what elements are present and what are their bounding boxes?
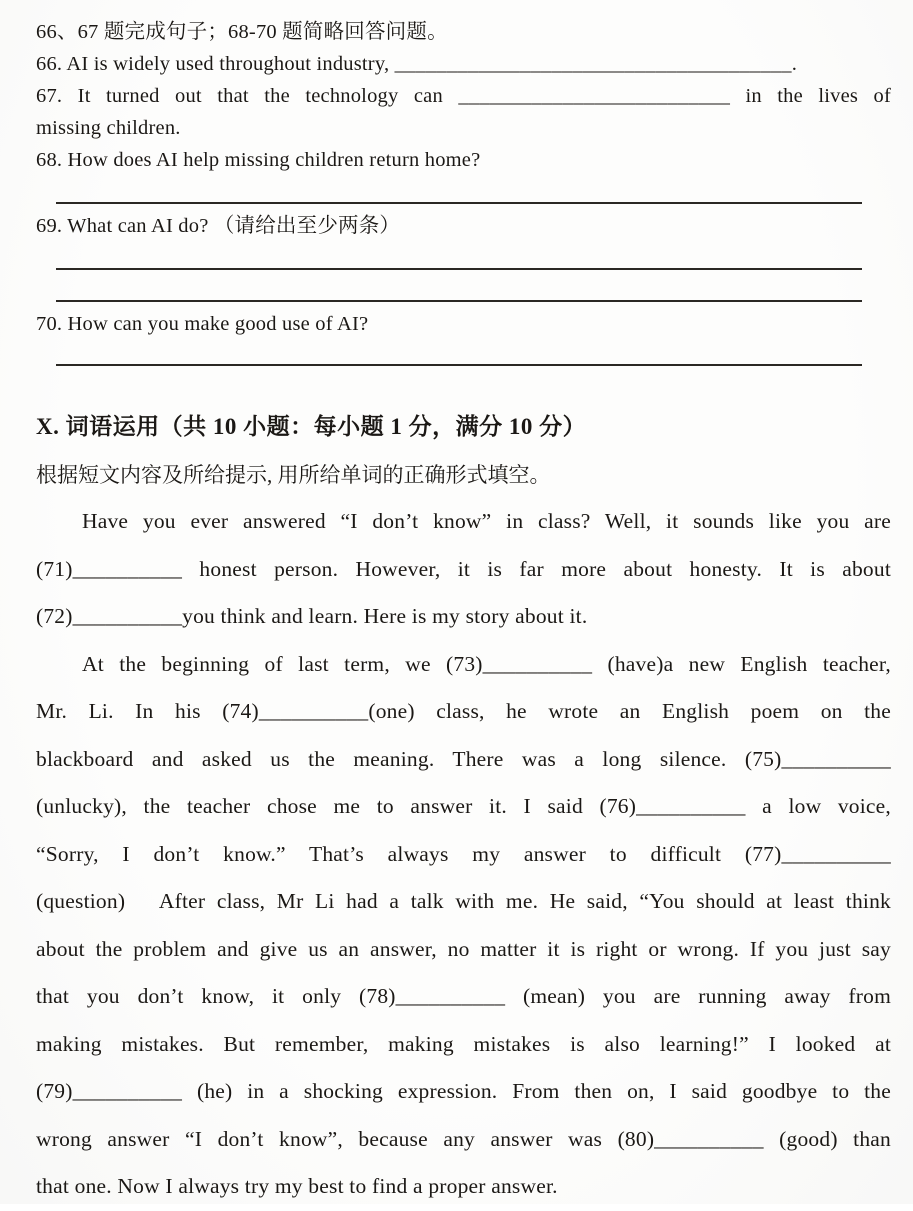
passage-line: that you don’t know, it only (78)__________ (mean) you are running away from [36,984,891,1008]
passage-paragraph-1 [36,498,891,641]
completion-and-qa-section [36,16,891,366]
section-intro-line: 66、67 题完成句子；68-70 题简略回答问题。 [36,21,448,43]
passage-line: At the beginning of last term, we (73)__________ (have)a new English teacher, [82,651,891,676]
question-67: 67. It turned out that the technology can __________________________ in the lives of [36,85,891,107]
passage-line: that one. Now I always try my best to find a proper answer. [36,1174,558,1198]
passage-line: Mr. Li. In his (74)__________(one) class, he wrote an English poem on the [36,699,891,723]
question-70: 70. How can you make good use of AI? [36,313,369,335]
passage-line: (79)__________ (he) in a shocking expression. From then on, I said goodbye to the [36,1079,891,1103]
passage-line: (unlucky), the teacher chose me to answer it. I said (76)__________ a low voice, [36,794,891,818]
answer-line-69-first [56,268,862,270]
question-67-continuation: missing children. [36,117,181,139]
passage-line: wrong answer “I don’t know”, because any answer was (80)__________ (good) than [36,1126,891,1151]
question-68: 68. How does AI help missing children return home? [36,149,481,171]
passage-line: blackboard and asked us the meaning. There was a long silence. (75)__________ [36,746,891,771]
word-use-section [36,412,891,1211]
section-instruction: 根据短文内容及所给提示, 用所给单词的正确形式填空。 [36,463,551,487]
passage-line: (72)__________you think and learn. Here is my story about it. [36,604,588,628]
answer-line-69-second [56,300,862,302]
passage-line: (71)__________ honest person. However, it is far more about honesty. It is about [36,556,891,581]
passage-line: making mistakes. But remember, making mistakes is also learning!” I looked at [36,1031,891,1056]
question-69: 69. What can AI do? （请给出至少两条） [36,215,401,237]
answer-line-68 [56,202,862,204]
passage-line: “Sorry, I don’t know.” That’s always my answer to difficult (77)__________ [36,841,891,866]
answer-line-70 [56,364,862,366]
question-66: 66. AI is widely used throughout industry, ______________________________________. [36,53,798,75]
passage-paragraph-2 [36,641,891,1211]
passage-line: Have you ever answered “I don’t know” in class? Well, it sounds like you are [82,509,891,533]
section-heading: X. 词语运用（共 10 小题：每小题 1 分，满分 10 分） [36,414,587,439]
passage-line: (question) After class, Mr Li had a talk with me. He said, “You should at least think [36,889,891,913]
passage-line: about the problem and give us an answer, no matter it is right or wrong. If you just say [36,936,891,961]
